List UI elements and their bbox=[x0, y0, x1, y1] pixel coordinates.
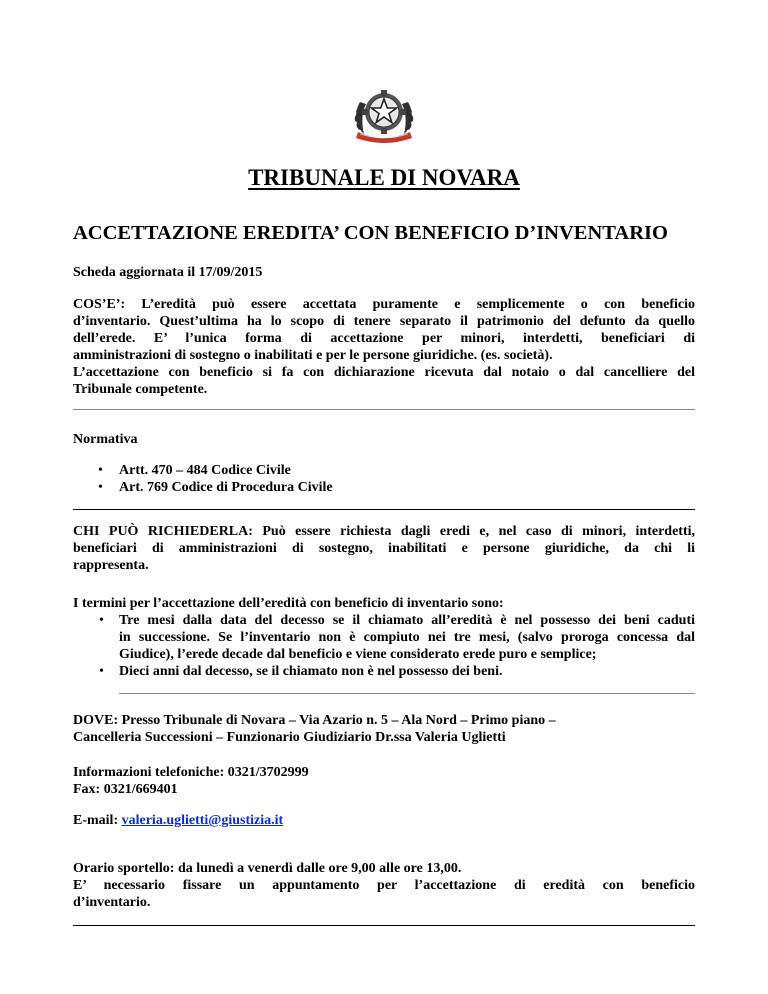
chi-line-3: rappresenta. bbox=[73, 558, 149, 573]
normativa-list bbox=[73, 462, 695, 496]
cose-line-2: d’inventario. Quest’ultima ha lo scopo di tenere separato il patrimonio del defunto da quello bbox=[73, 314, 695, 329]
dove-line-2: Cancelleria Successioni – Funzionario Giudiziario Dr.ssa Valeria Uglietti bbox=[73, 730, 506, 745]
chi-line-2: beneficiari di amministrazioni di sostegno, inabilitati e persone giuridiche, da chi li bbox=[73, 541, 695, 556]
list-item: • Dieci anni dal decesso, se il chiamato non è nel possesso dei beni. bbox=[73, 663, 695, 680]
cose-section bbox=[73, 296, 695, 398]
cose-line-3: dell’erede. E’ l’unica forma di accettazione per minori, interdetti, beneficiari di bbox=[73, 331, 695, 346]
page-title: TRIBUNALE DI NOVARA bbox=[248, 165, 520, 190]
orario-line-1: Orario sportello: da lunedì a venerdì dalle ore 9,00 alle ore 13,00. bbox=[73, 861, 462, 876]
email-row bbox=[73, 812, 695, 829]
list-item: • Artt. 470 – 484 Codice Civile bbox=[73, 462, 695, 479]
divider bbox=[73, 925, 695, 926]
chi-line-1: CHI PUÒ RICHIEDERLA: Può essere richiesta dagli eredi e, nel caso di minori, interdetti, bbox=[73, 524, 696, 539]
termini-item1-line2: in successione. Se l’inventario non è compiuto nei tre mesi, (salvo proroga concessa dal bbox=[119, 630, 695, 645]
fax-info: Fax: 0321/669401 bbox=[73, 782, 178, 797]
chi-section bbox=[73, 523, 695, 574]
normativa-title: Normativa bbox=[73, 432, 138, 447]
orario-line-2: E’ necessario fissare un appuntamento per l’accettazione di eredità con beneficio bbox=[73, 878, 695, 893]
termini-intro: I termini per l’accettazione dell’eredità con beneficio di inventario sono: bbox=[73, 596, 504, 611]
divider bbox=[119, 693, 695, 694]
email-link[interactable]: valeria.uglietti@giustizia.it bbox=[121, 813, 284, 828]
dove-line-1: DOVE: Presso Tribunale di Novara – Via Azario n. 5 – Ala Nord – Primo piano – bbox=[73, 713, 556, 728]
list-item bbox=[73, 612, 695, 663]
termini-item1-line1: • Tre mesi dalla data del decesso se il chiamato all’eredità è nel possesso dei beni caduti bbox=[119, 613, 695, 628]
update-date: Scheda aggiornata il 17/09/2015 bbox=[73, 265, 263, 280]
divider bbox=[73, 409, 695, 410]
contact-info bbox=[73, 764, 695, 798]
dove-section bbox=[73, 712, 695, 746]
cose-line-6: Tribunale competente. bbox=[73, 382, 208, 397]
orario-section bbox=[73, 860, 695, 911]
list-item: • Art. 769 Codice di Procedura Civile bbox=[73, 479, 695, 496]
document-heading: ACCETTAZIONE EREDITA’ CON BENEFICIO D’INVENTARIO bbox=[73, 222, 668, 244]
email-label: E-mail: bbox=[73, 813, 119, 828]
termini-list bbox=[73, 612, 695, 680]
divider bbox=[73, 509, 695, 510]
cose-line-1: COS’E’: L’eredità può essere accettata puramente e semplicemente o con beneficio bbox=[73, 297, 696, 312]
phone-info: Informazioni telefoniche: 0321/3702999 bbox=[73, 765, 309, 780]
italian-republic-emblem-icon bbox=[350, 82, 418, 144]
termini-item1-line3: Giudice), l’erede decade dal beneficio e viene considerato erede puro e semplice; bbox=[119, 647, 597, 662]
cose-line-5: L’accettazione con beneficio si fa con dichiarazione ricevuta dal notaio o dal cancelliere del bbox=[73, 365, 695, 380]
orario-line-3: d’inventario. bbox=[73, 895, 151, 910]
cose-line-4: amministrazioni di sostegno o inabilitati e per le persone giuridiche. (es. società). bbox=[73, 348, 553, 363]
